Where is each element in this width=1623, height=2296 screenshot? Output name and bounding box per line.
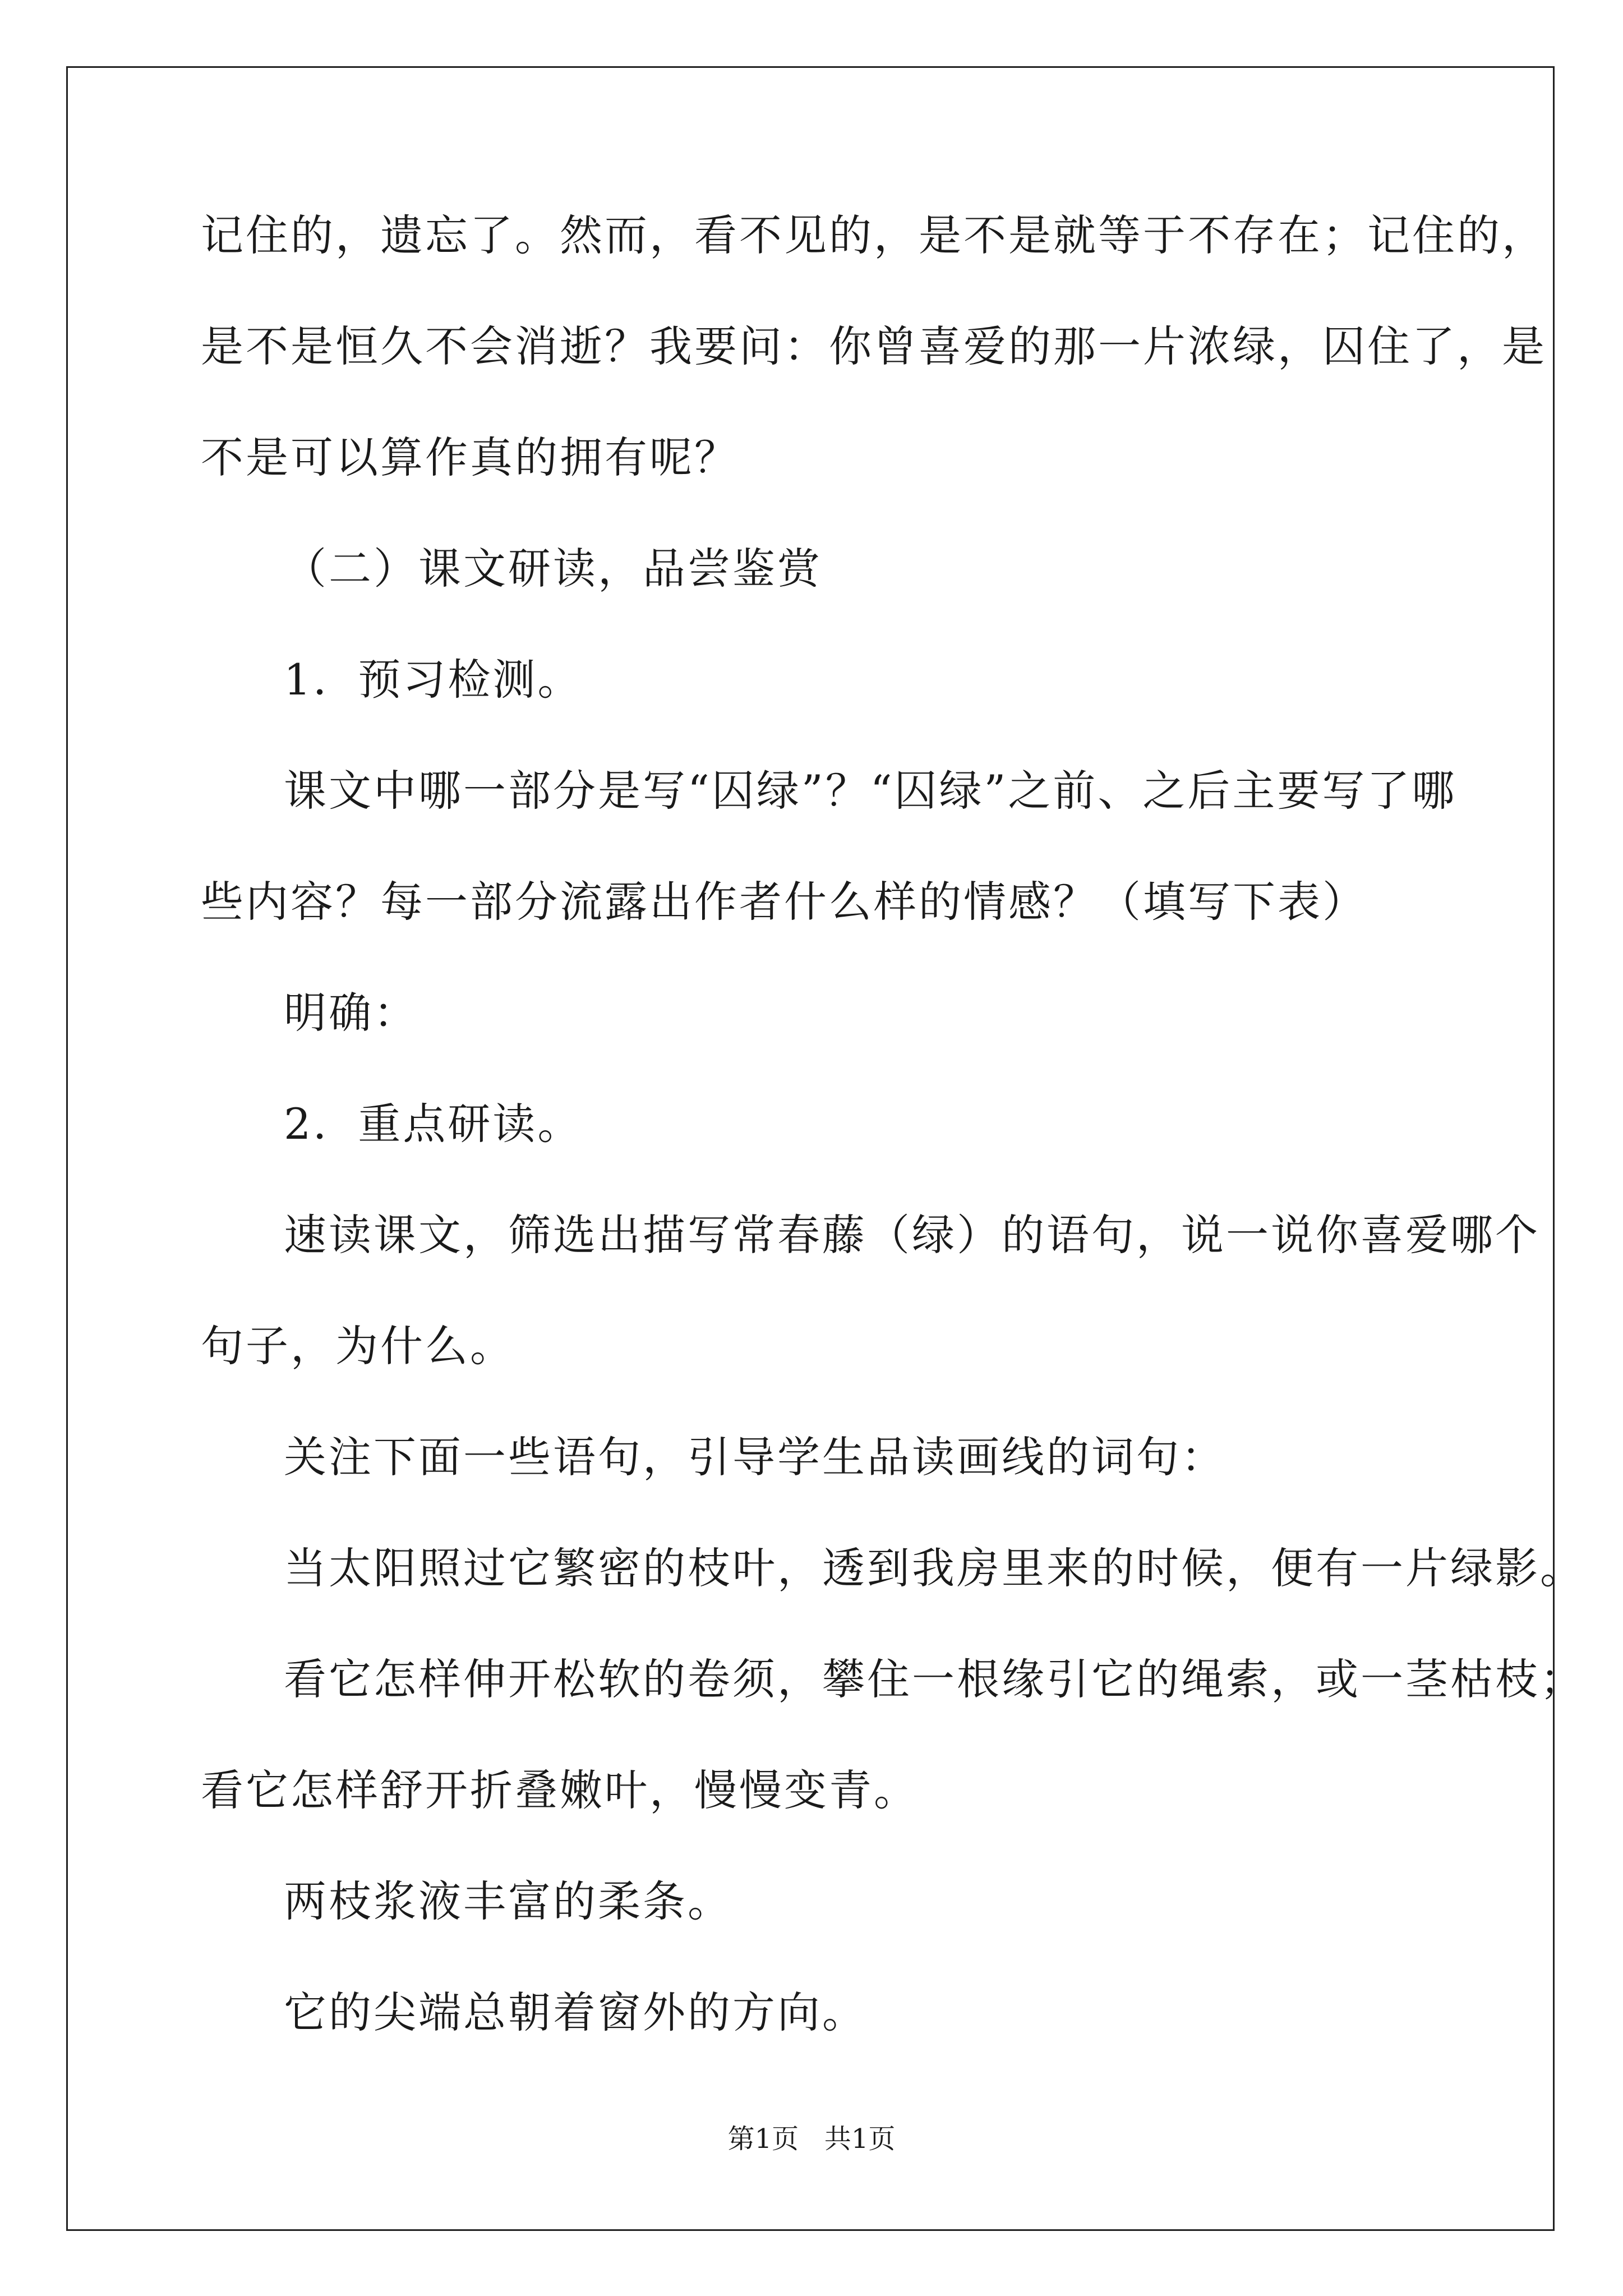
paragraph-line: 句子，为什么。 (201, 1321, 515, 1371)
page-footer: 第1页 共1页 (727, 2123, 896, 2155)
paragraph-line: 关注下面一些语句，引导学生品读画线的词句： (284, 1432, 1226, 1482)
quote-line: 看它怎样伸开松软的卷须，攀住一根缘引它的绳索，或一茎枯枝； (284, 1654, 1585, 1704)
paragraph-line: 些内容？每一部分流露出作者什么样的情感？（填写下表） (201, 877, 1367, 927)
quote-line: 它的尖端总朝着窗外的方向。 (284, 1987, 867, 2037)
quote-line: 当太阳照过它繁密的枝叶，透到我房里来的时候，便有一片绿影。 (284, 1543, 1585, 1593)
paragraph-line: 明确： (284, 988, 418, 1038)
quote-line: 看它怎样舒开折叠嫩叶，慢慢变青。 (201, 1765, 919, 1815)
quote-line: 两枝浆液丰富的柔条。 (284, 1876, 732, 1926)
section-heading: （二）课文研读，品尝鉴赏 (284, 544, 822, 593)
paragraph-line: 不是可以算作真的拥有呢？ (201, 432, 739, 482)
paragraph-line: 速读课文，筛选出描写常春藤（绿）的语句，说一说你喜爱哪个 (284, 1210, 1540, 1260)
paragraph-line: 记住的，遗忘了。然而，看不见的，是不是就等于不存在；记住的， (201, 210, 1547, 260)
paragraph-line: 课文中哪一部分是写“囚绿”？“囚绿”之前、之后主要写了哪 (284, 766, 1457, 816)
paragraph-line: 是不是恒久不会消逝？我要问：你曾喜爱的那一片浓绿，囚住了，是 (201, 321, 1547, 371)
subheading: 1．预习检测。 (284, 655, 583, 705)
subheading: 2．重点研读。 (284, 1099, 583, 1149)
